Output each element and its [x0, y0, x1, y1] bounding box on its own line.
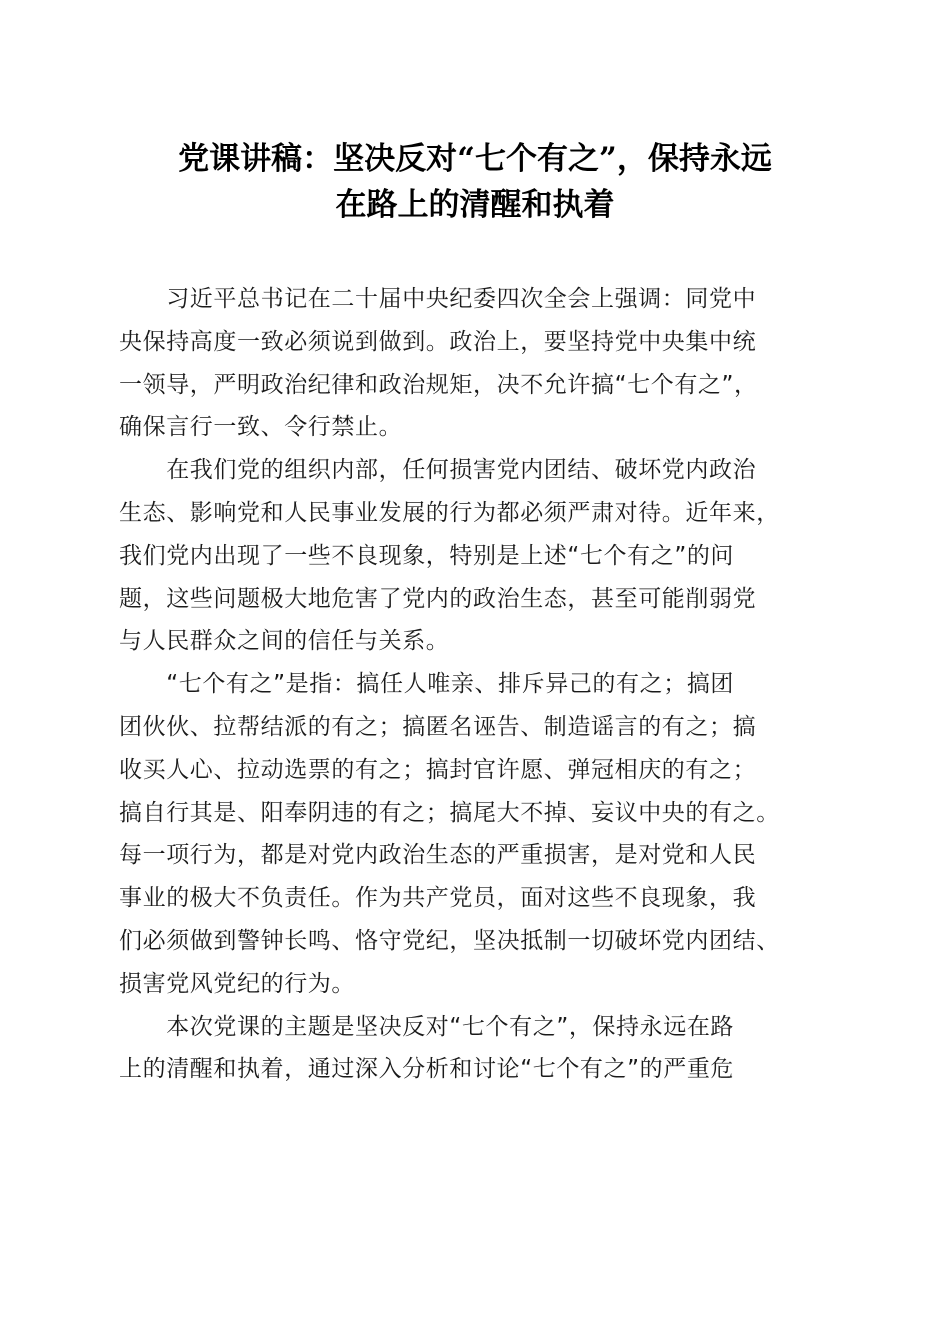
- paragraph-line: 损害党风党纪的行为。: [119, 970, 355, 997]
- paragraph-line: 习近平总书记在二十届中央纪委四次全会上强调：同党中: [119, 286, 757, 312]
- document-body: [119, 278, 841, 1091]
- paragraph-2: [119, 449, 841, 663]
- paragraph-line: 团伙伙、拉帮结派的有之；搞匿名诬告、制造谣言的有之；搞: [119, 713, 757, 740]
- paragraph-line: 一领导，严明政治纪律和政治规矩，决不允许搞“七个有之”，: [119, 371, 758, 398]
- paragraph-line: 与人民群众之间的信任与关系。: [119, 628, 450, 655]
- paragraph-line: 题，这些问题极大地危害了党内的政治生态，甚至可能削弱党: [119, 585, 757, 612]
- paragraph-3: [119, 663, 841, 1005]
- paragraph-line: 上的清醒和执着，通过深入分析和讨论“七个有之”的严重危: [119, 1056, 735, 1083]
- paragraph-line: 搞自行其是、阳奉阴违的有之；搞尾大不掉、妄议中央的有之。: [119, 799, 780, 826]
- paragraph-1: [119, 278, 841, 449]
- paragraph-line: 央保持高度一致必须说到做到。政治上，要坚持党中央集中统: [119, 328, 757, 355]
- paragraph-line: 本次党课的主题是坚决反对“七个有之”，保持永远在路: [119, 1013, 735, 1040]
- paragraph-line: 在我们党的组织内部，任何损害党内团结、破坏党内政治: [119, 457, 757, 484]
- paragraph-line: 收买人心、拉动选票的有之；搞封官许愿、弹冠相庆的有之；: [119, 756, 757, 783]
- document-title: [100, 136, 850, 228]
- paragraph-line: 生态、影响党和人民事业发展的行为都必须严肃对待。近年来，: [119, 499, 780, 526]
- paragraph-4: [119, 1006, 841, 1092]
- paragraph-line: “七个有之”是指：搞任人唯亲、排斥异己的有之；搞团: [119, 671, 735, 698]
- paragraph-line: 我们党内出现了一些不良现象，特别是上述“七个有之”的问: [119, 542, 735, 569]
- paragraph-line: 确保言行一致、令行禁止。: [119, 414, 403, 441]
- title-line-1: 党课讲稿：坚决反对“七个有之”，保持永远: [178, 141, 772, 177]
- paragraph-line: 每一项行为，都是对党内政治生态的严重损害，是对党和人民: [119, 842, 757, 869]
- paragraph-line: 事业的极大不负责任。作为共产党员，面对这些不良现象，我: [119, 885, 757, 912]
- title-line-2: 在路上的清醒和执着: [335, 187, 615, 223]
- paragraph-line: 们必须做到警钟长鸣、恪守党纪，坚决抵制一切破坏党内团结、: [119, 927, 780, 954]
